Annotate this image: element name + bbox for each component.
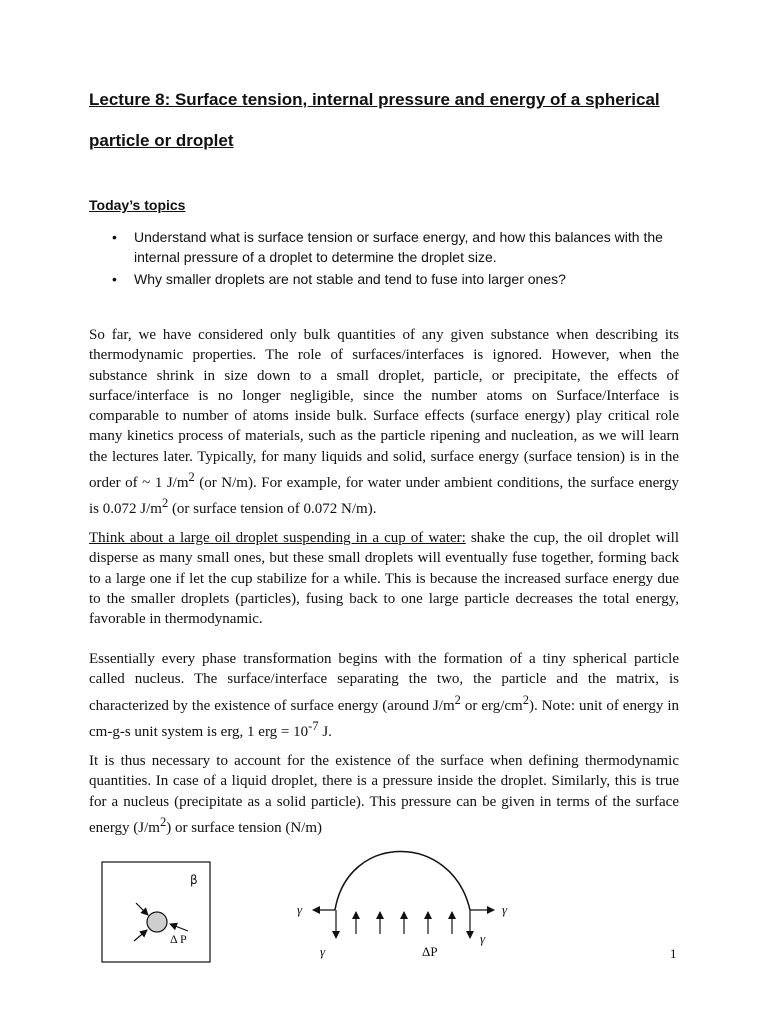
paragraph-internal-pressure [89, 751, 679, 838]
page-number: 1 [670, 946, 677, 961]
pressure-arrow [134, 930, 147, 941]
superscript: 2 [454, 692, 461, 707]
pressure-label: Δ P [170, 932, 187, 946]
droplet-cross-section-diagram [297, 852, 508, 960]
paragraph-text: ) or surface tension (N/m) [166, 819, 322, 836]
paragraph-oil-droplet [89, 528, 679, 629]
gamma-label-left: γ [297, 902, 303, 917]
gamma-label-bottom-right: γ [480, 931, 486, 946]
topic-item: • Why smaller droplets are not stable and tend to fuse into larger ones? [89, 269, 689, 289]
paragraph-bulk-vs-surface [89, 325, 679, 520]
paragraph-text: So far, we have considered only bulk quantities of any given substance when describing its thermodynamic properties. The role of surfaces/interfaces is ignored. However, when the substance shrink in size down to a small droplet, particle, or precipitate, the effects of surface/interface is no longer negligible, since the number atoms on Surface/Interface is comparable to number of atoms inside bulk. Surface effects (surface energy) play critical role many kinetics process of materials, such as the particle ripening and nucleation, as we will learn the lectures later. Typically, for many liquids and solid, surface energy (surface tension) is in the order of ~ 1 J/m [89, 327, 679, 492]
lecture-title-line-2: particle or droplet [89, 131, 234, 150]
gamma-label-bottom-left: γ [320, 944, 326, 959]
superscript: 2 [161, 496, 169, 511]
paragraph-text: (or N/m). For example, for water under ambient conditions, the surface energy is 0.072 J/m [89, 475, 679, 518]
topic-item: • Understand what is surface tension or surface energy, and how this balances with the internal pressure of a droplet to determine the droplet size. [89, 227, 689, 267]
paragraph-text: (or surface tension of 0.072 N/m). [168, 501, 377, 518]
pressure-arrow [136, 903, 148, 915]
topics-heading: Today’s topics [89, 197, 186, 213]
paragraph-text: Essentially every phase transformation begins with the formation of a tiny spherical particle called nucleus. The surface/interface separating the two, the particle and the matrix, is characterized by the existence of surface energy (around J/m [89, 651, 679, 714]
paragraph-text: or erg/cm [460, 697, 523, 714]
paragraph-text: ). Note: unit of energy in cm-g-s unit system is erg, 1 erg = 10 [89, 697, 679, 740]
paragraph-nucleus [89, 649, 679, 742]
gamma-label-right: γ [502, 902, 508, 917]
pressure-label: ΔP [422, 944, 438, 959]
topics-list [89, 227, 689, 291]
droplet-particle [147, 912, 167, 932]
paragraph-text: J. [318, 723, 332, 740]
superscript: -7 [308, 718, 319, 733]
paragraph-text: It is thus necessary to account for the existence of the surface when defining thermodynamic quantities. In case of a liquid droplet, there is a pressure inside the droplet. Similarly, this is true for a nucleus (precipitate as a solid particle). This pressure can be given in terms of the surface energy (J/m [89, 753, 679, 836]
superscript: 2 [522, 692, 529, 707]
phase-label: β [190, 873, 198, 887]
droplet-in-matrix-diagram [102, 862, 210, 962]
pressure-arrow [170, 924, 188, 931]
lecture-title-line-1: Lecture 8: Surface tension, internal pressure and energy of a spherical [89, 90, 660, 109]
droplet-cap-outline [335, 852, 470, 911]
paragraph-text: shake the cup, the oil droplet will disperse as many small ones, but these small droplets will eventually fuse together, forming back to a large one if let the cup stabilize for a while. This is because the increased surface energy due to the smaller droplets (particles), fusing back to one large particle decreases the total energy, favorable in thermodynamic. [89, 530, 679, 628]
underlined-lead: Think about a large oil droplet suspending in a cup of water: [89, 530, 466, 546]
superscript: 2 [188, 470, 195, 485]
surface-tension-figure [0, 840, 768, 970]
superscript: 2 [159, 814, 167, 829]
